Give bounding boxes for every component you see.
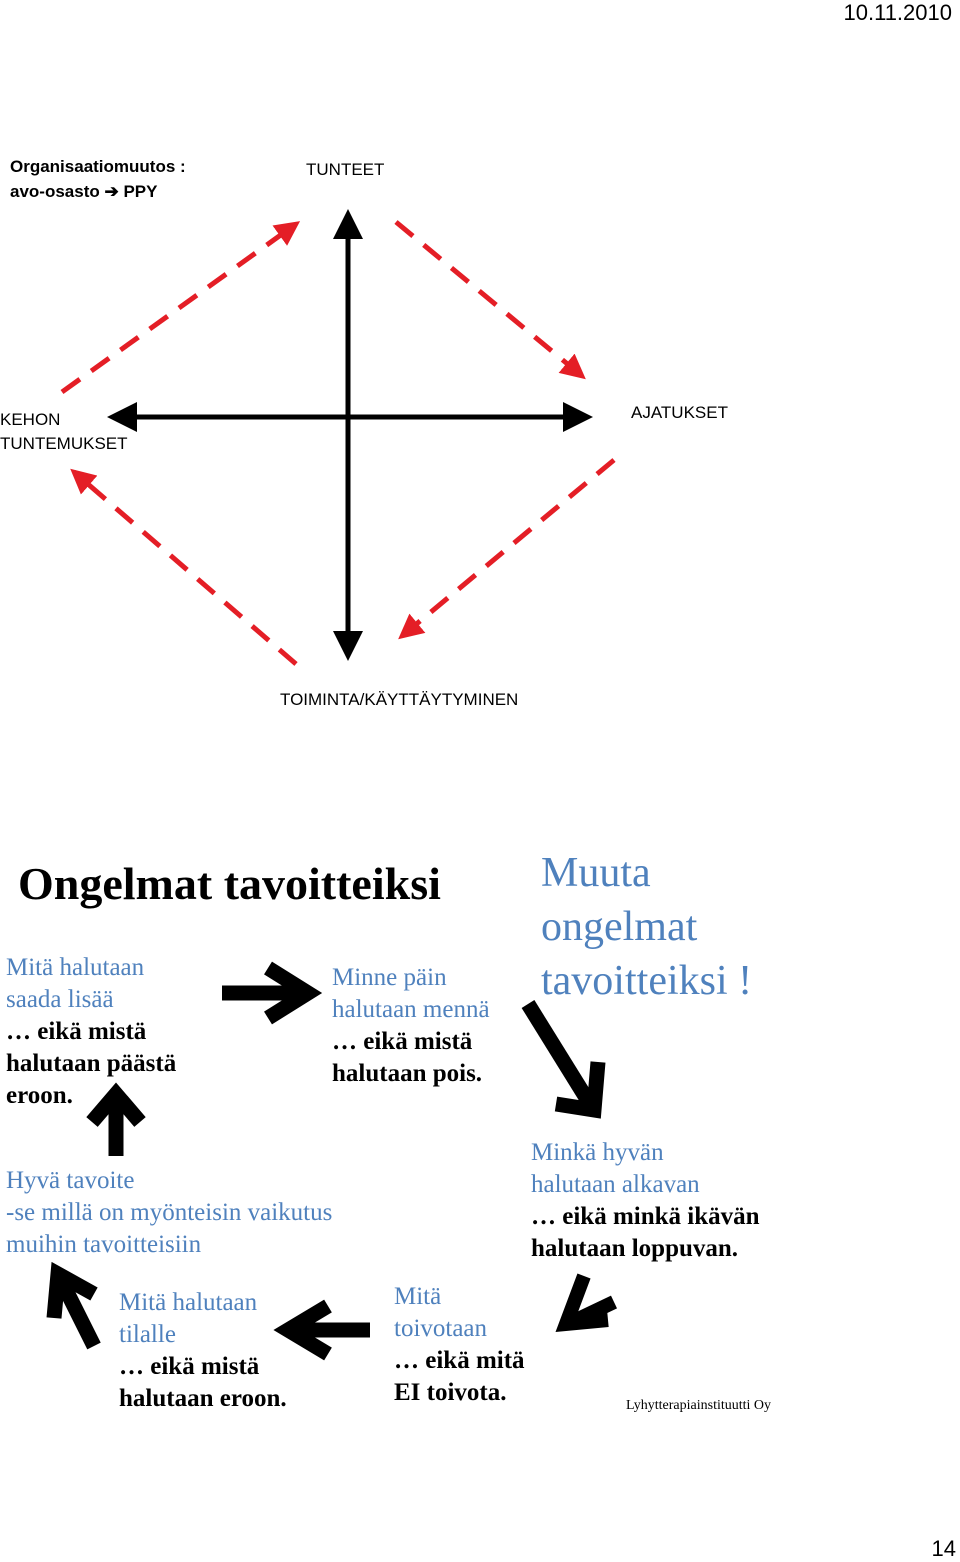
credit: Lyhytterapiainstituutti Oy	[626, 1398, 772, 1413]
box3-l3: … eikä minkä ikävän	[531, 1203, 760, 1230]
box4-l1: Hyvä tavoite	[6, 1167, 135, 1194]
arrow-right-1	[222, 968, 308, 1018]
label-left-line1: KEHON	[0, 410, 61, 429]
box2-l4: halutaan pois.	[332, 1060, 483, 1087]
dashed-arrow-bottom-left	[74, 472, 296, 664]
box5-l4: halutaan eroon.	[119, 1385, 287, 1412]
arrow-left	[288, 1306, 370, 1354]
callout-l2: ongelmat	[541, 904, 698, 950]
box1-l1: Mitä halutaan	[6, 954, 145, 981]
label-bottom: TOIMINTA/KÄYTTÄYTYMINEN	[280, 690, 519, 709]
callout-l1: Muuta	[541, 850, 651, 896]
box6-l4: EI toivota.	[394, 1379, 507, 1406]
box2-l3: … eikä mistä	[332, 1028, 473, 1055]
box5-l3: … eikä mistä	[119, 1353, 260, 1380]
box6	[394, 1281, 525, 1409]
slide2-title: Ongelmat tavoitteiksi	[18, 858, 441, 909]
dashed-arrow-top-left	[62, 224, 296, 392]
quadrant-title-line2	[10, 179, 186, 204]
title-from: avo-osasto	[10, 182, 100, 201]
box1-l4: halutaan päästä	[6, 1050, 177, 1077]
box5-l1: Mitä halutaan	[119, 1289, 258, 1316]
dashed-arrow-bottom-right	[402, 460, 614, 636]
box6-l3: … eikä mitä	[394, 1347, 525, 1374]
label-left-line2: TUNTEMUKSET	[0, 434, 128, 453]
box6-l2: toivotaan	[394, 1315, 488, 1342]
box1-l2: saada lisää	[6, 986, 114, 1013]
box4	[6, 1165, 332, 1261]
label-right: AJATUKSET	[631, 403, 728, 422]
box6-l1: Mitä	[394, 1283, 442, 1310]
box1	[6, 952, 176, 1112]
box3-l1: Minkä hyvän	[531, 1139, 664, 1166]
title-to: PPY	[123, 182, 158, 201]
box4-l2: -se millä on myönteisin vaikutus	[6, 1199, 333, 1226]
box3-l2: halutaan alkavan	[531, 1171, 700, 1198]
label-top: TUNTEET	[306, 160, 385, 179]
box2-l1: Minne päin	[332, 964, 447, 991]
dashed-arrow-top-right	[396, 222, 582, 376]
box1-l3: … eikä mistä	[6, 1018, 147, 1045]
box4-l3: muihin tavoitteisiin	[6, 1231, 202, 1258]
box3-l4: halutaan loppuvan.	[531, 1235, 739, 1262]
box5-l2: tilalle	[119, 1321, 176, 1348]
callout	[541, 846, 752, 1008]
page-number: 14	[931, 1536, 956, 1561]
box2-l2: halutaan mennä	[332, 996, 490, 1023]
box1-l5: eroon.	[6, 1082, 73, 1109]
callout-l3: tavoitteiksi !	[541, 958, 753, 1004]
quadrant-title	[10, 154, 186, 204]
date-stamp: 10.11.2010	[843, 0, 952, 25]
title-arrow-icon: ➔	[104, 182, 119, 201]
box5	[119, 1287, 287, 1415]
arrow-down-left	[566, 1276, 614, 1324]
box3	[531, 1137, 760, 1265]
arrow-up-left	[54, 1274, 94, 1346]
arrow-down-right	[528, 1004, 598, 1110]
quadrant-title-line1: Organisaatiomuutos :	[10, 157, 186, 176]
label-left	[0, 408, 128, 456]
box2	[332, 962, 490, 1090]
